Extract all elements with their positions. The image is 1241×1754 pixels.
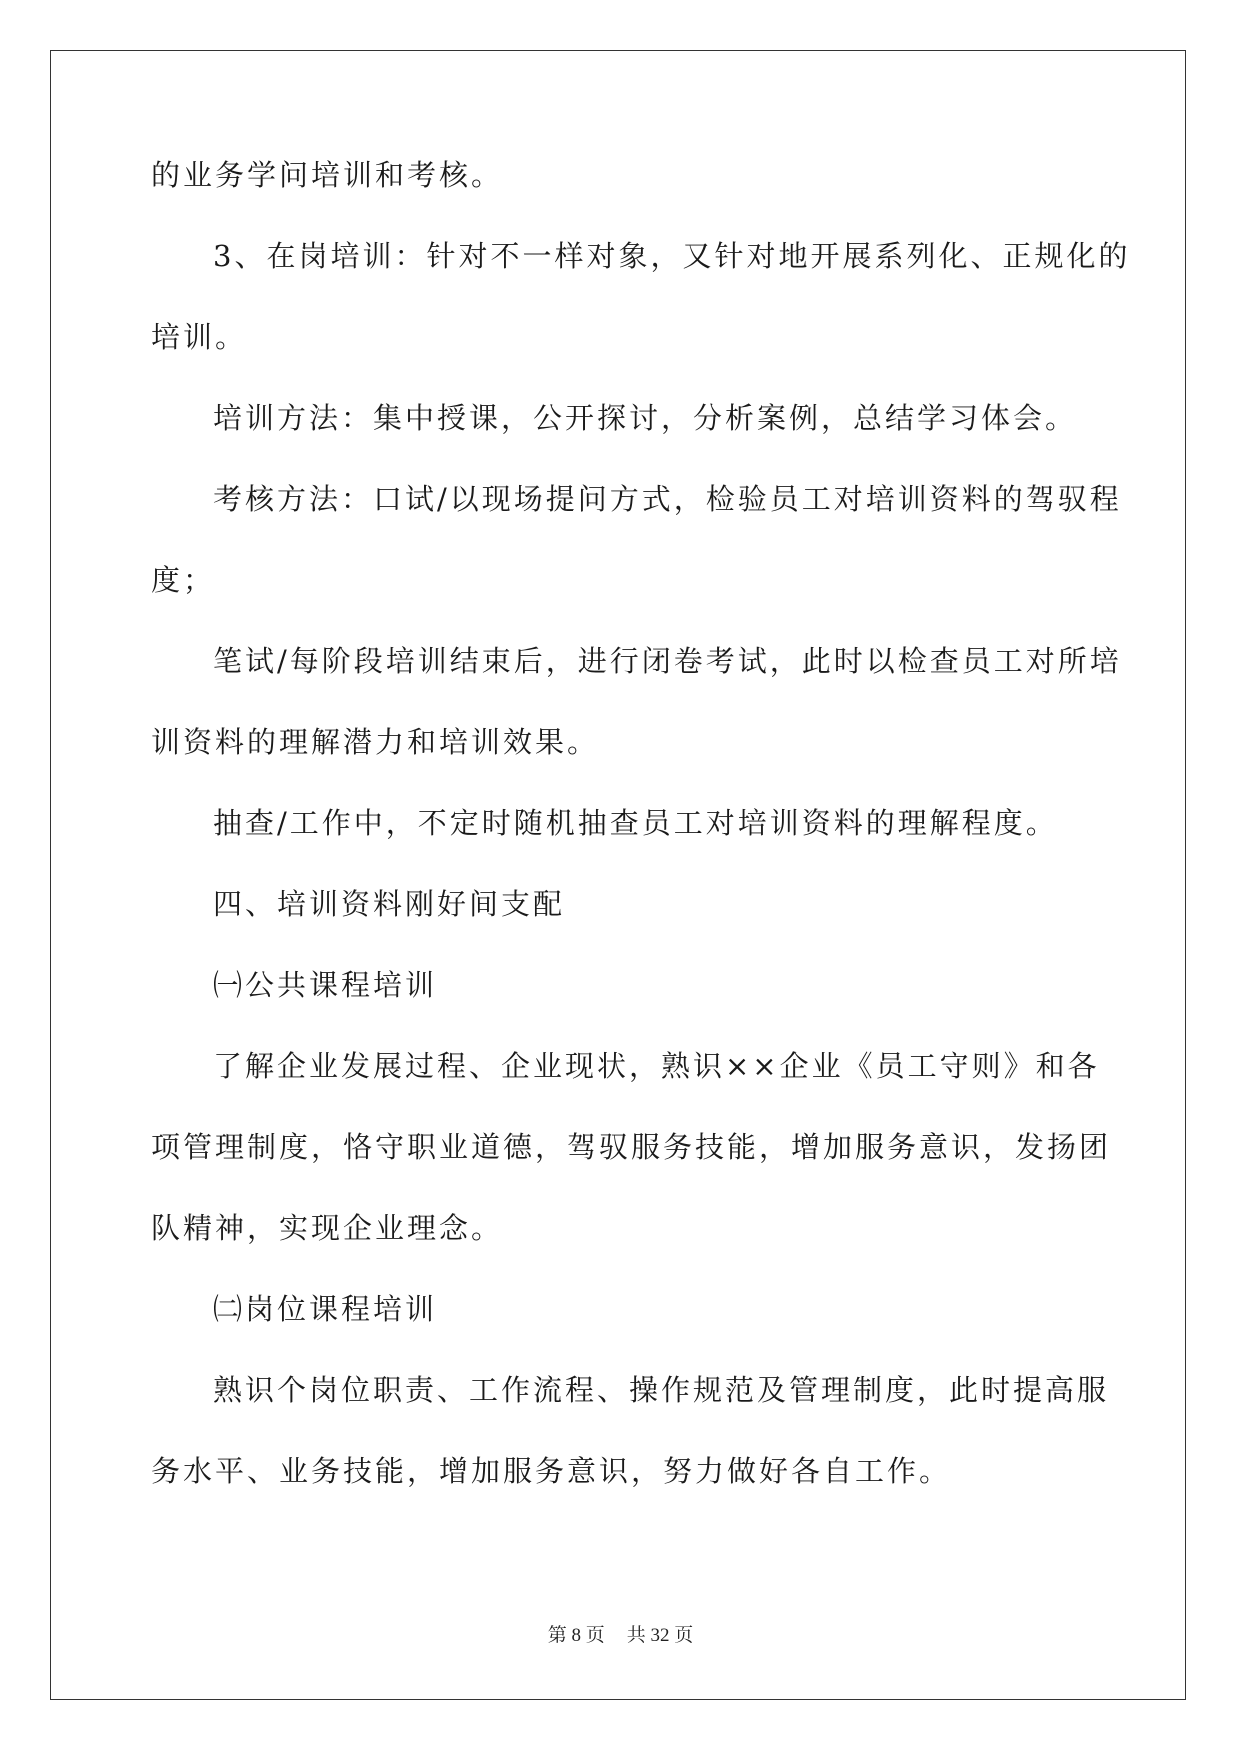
text-line: 务水平、业务技能，增加服务意识，努力做好各自工作。 <box>151 1454 952 1488</box>
text-line: 笔试/每阶段培训结束后，进行闭卷考试，此时以检查员工对所培 <box>213 644 1122 678</box>
page-footer <box>0 1620 1241 1647</box>
text-line: 度； <box>151 563 216 597</box>
text-line: 培训方法：集中授课，公开探讨，分析案例，总结学习体会。 <box>213 401 1078 435</box>
document-body <box>151 158 1131 1537</box>
section-heading: 四、培训资料刚好间支配 <box>213 887 566 921</box>
text-line: 训资料的理解潜力和培训效果。 <box>151 725 600 759</box>
text-line: 了解企业发展过程、企业现状，熟识××企业《员工守则》和各 <box>213 1049 1100 1083</box>
subsection-heading: ㈡岗位课程培训 <box>213 1292 438 1326</box>
total-pages: 共 32 页 <box>626 1625 694 1646</box>
page-number: 第 8 页 <box>547 1625 605 1646</box>
text-line: 考核方法：口试/以现场提问方式，检验员工对培训资料的驾驭程 <box>213 482 1122 516</box>
text-line: 的业务学问培训和考核。 <box>151 158 504 192</box>
text-line: 3、在岗培训：针对不一样对象，又针对地开展系列化、正规化的 <box>213 239 1131 273</box>
text-line: 培训。 <box>151 320 248 354</box>
text-line: 抽查/工作中，不定时随机抽查员工对培训资料的理解程度。 <box>213 806 1058 840</box>
text-line: 项管理制度，恪守职业道德，驾驭服务技能，增加服务意识，发扬团 <box>151 1130 1112 1164</box>
text-line: 队精神，实现企业理念。 <box>151 1211 504 1245</box>
subsection-heading: ㈠公共课程培训 <box>213 968 438 1002</box>
text-line: 熟识个岗位职责、工作流程、操作规范及管理制度，此时提高服 <box>213 1373 1110 1407</box>
